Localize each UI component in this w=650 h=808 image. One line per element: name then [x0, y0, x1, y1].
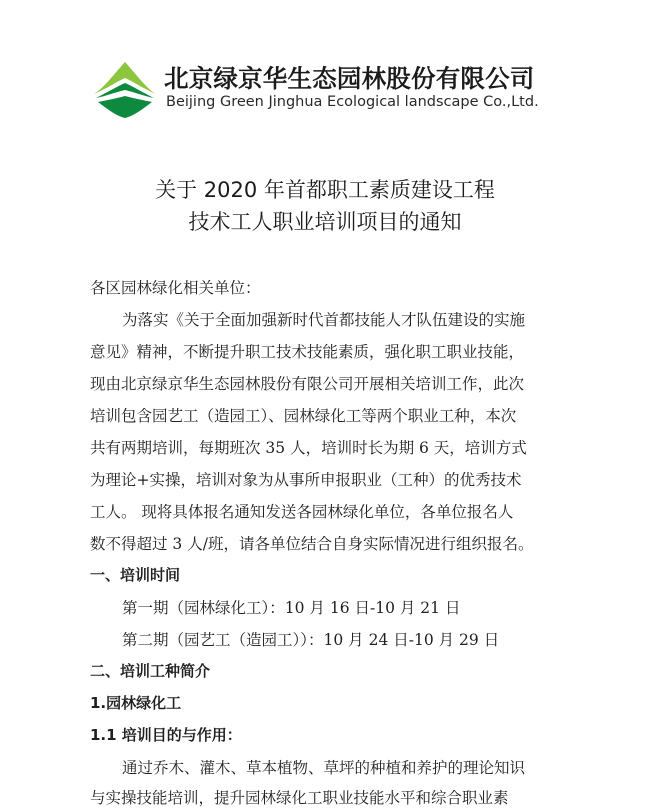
paragraph-1-line: 数不得超过 3 人/班，请各单位结合自身实际情况进行组织报名。	[90, 535, 534, 553]
letterhead	[92, 54, 572, 124]
paragraph-1-line: 现由北京绿京华生态园林股份有限公司开展相关培训工作，此次	[90, 375, 525, 393]
subsection-1-1-heading: 1.1 培训目的与作用：	[90, 726, 242, 744]
subsection-1-heading: 1.园林绿化工	[90, 694, 182, 712]
paragraph-2-line: 通过乔木、灌木、草本植物、草坪的种植和养护的理论知识	[122, 759, 526, 777]
notice-title-line-1: 关于 2020 年首都职工素质建设工程	[155, 178, 495, 202]
session-1-dates: 第一期（园林绿化工）：10 月 16 日-10 月 21 日	[122, 599, 461, 617]
section-1-heading: 一、培训时间	[90, 566, 181, 584]
paragraph-2-line: 与实操技能培训，提升园林绿化工职业技能水平和综合职业素	[90, 789, 509, 807]
paragraph-1-line: 培训包含园艺工（造园工）、园林绿化工等两个职业工种，本次	[90, 407, 517, 425]
paragraph-1-line: 共有两期培训，每期班次 35 人，培训时长为期 6 天，培训方式	[90, 439, 527, 457]
company-name-cn: 北京绿京华生态园林股份有限公司	[164, 64, 535, 93]
notice-title-line-2: 技术工人职业培训项目的通知	[188, 210, 462, 234]
paragraph-1-line: 工人。 现将具体报名通知发送各园林绿化单位，各单位报名人	[90, 503, 514, 521]
company-logo-icon	[92, 58, 158, 120]
paragraph-1-line: 为落实《关于全面加强新时代首都技能人才队伍建设的实施	[122, 311, 526, 329]
session-2-dates: 第二期（园艺工（造园工））：10 月 24 日-10 月 29 日	[122, 631, 500, 649]
paragraph-1-line: 意见》精神，不断提升职工技术技能素质，强化职工职业技能，	[90, 343, 525, 361]
paragraph-1-line: 为理论+实操，培训对象为从事所申报职业（工种）的优秀技术	[90, 471, 522, 489]
logo-lower-arch	[98, 96, 152, 118]
section-2-heading: 二、培训工种简介	[90, 662, 211, 680]
company-name-en: Beijing Green Jinghua Ecological landscape Co.,Ltd.	[166, 94, 539, 110]
salutation: 各区园林绿化相关单位：	[90, 279, 261, 297]
